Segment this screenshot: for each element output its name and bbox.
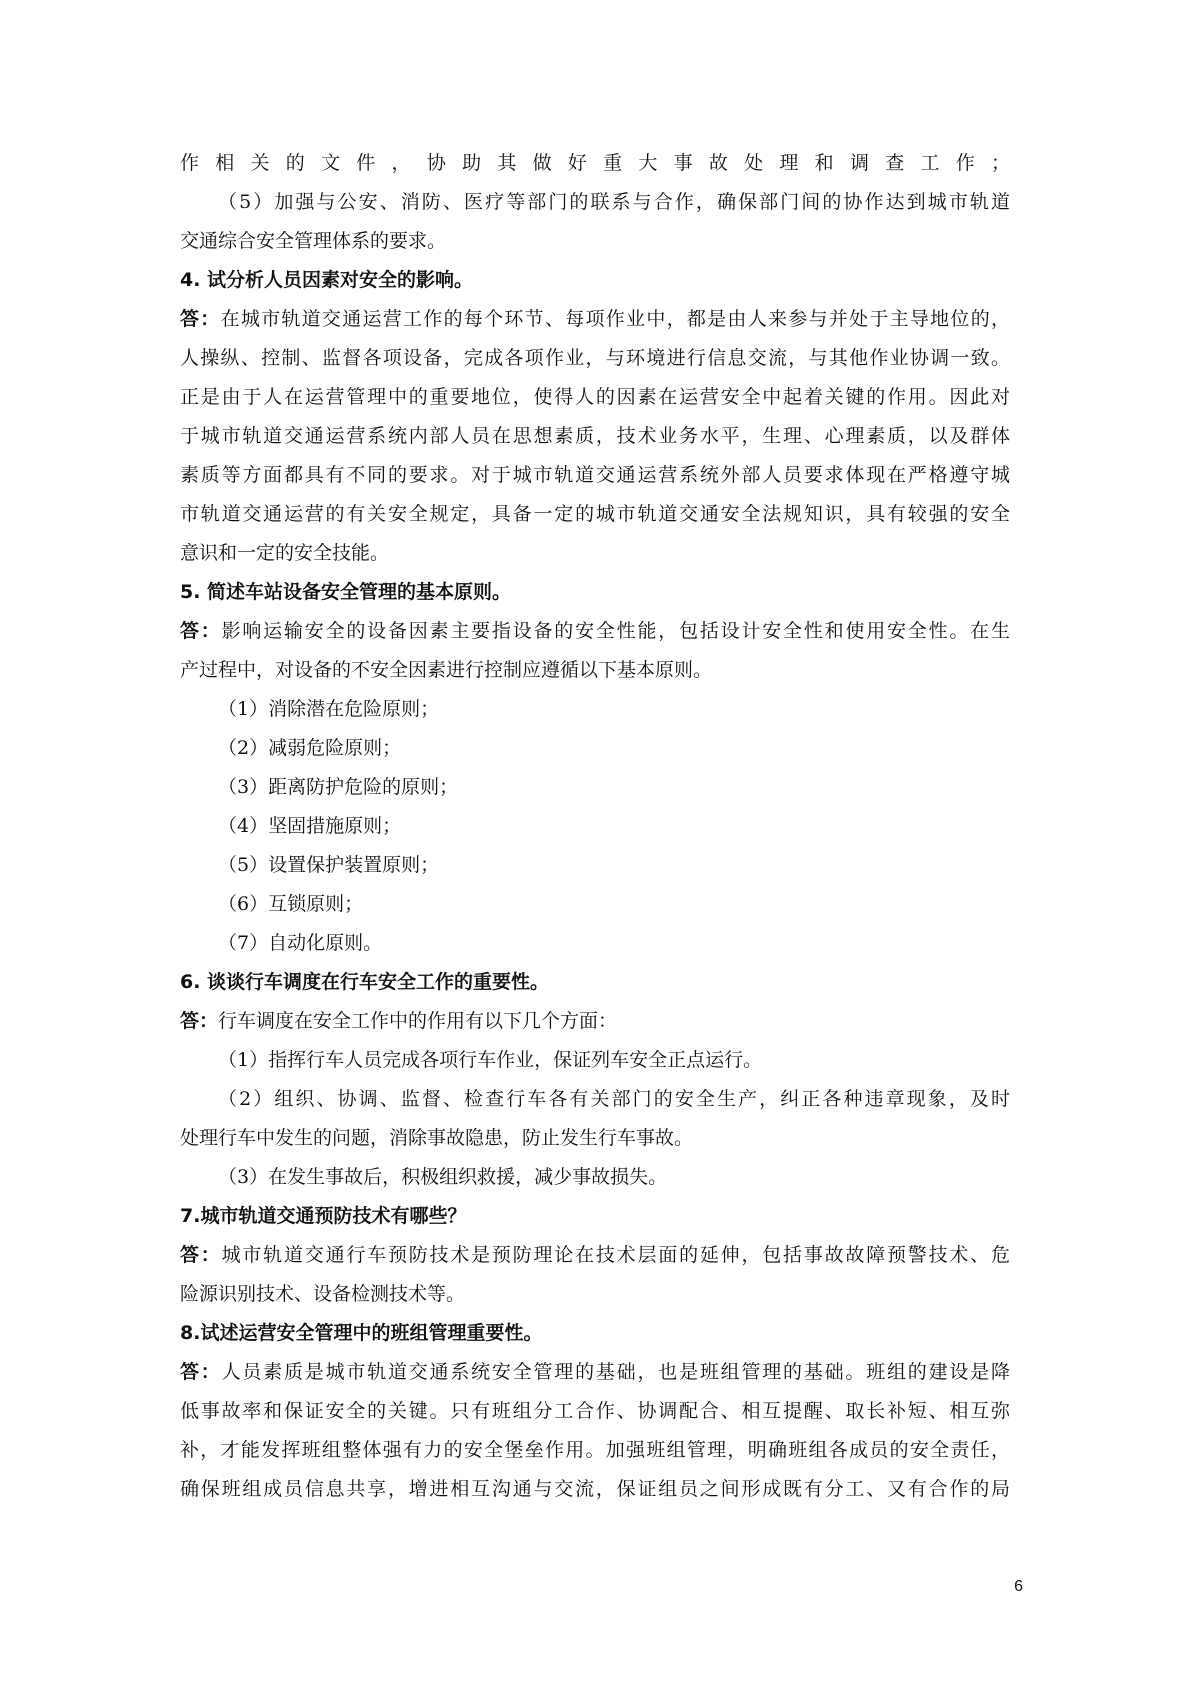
list-item: （7）自动化原则。: [218, 932, 383, 954]
list-item: （6）互锁原则；: [218, 893, 364, 915]
paragraph-line: 人操纵、控制、监督各项设备，完成各项作业，与环境进行信息交流，与其他作业协调一致。: [180, 347, 1010, 369]
answer-line: 答：人员素质是城市轨道交通系统安全管理的基础，也是班组管理的基础。班组的建设是降: [180, 1361, 1010, 1383]
paragraph-line: 产过程中，对设备的不安全因素进行控制应遵循以下基本原则。: [180, 659, 713, 681]
question-heading: 4. 试分析人员因素对安全的影响。: [180, 269, 474, 291]
paragraph-line: 于城市轨道交通运营系统内部人员在思想素质，技术业务水平，生理、心理素质，以及群体: [180, 425, 1010, 447]
list-item: （2）减弱危险原则；: [218, 737, 402, 759]
answer-label: 答：: [180, 620, 222, 642]
page-content: [180, 144, 1010, 1509]
paragraph-line: 低事故率和保证安全的关键。只有班组分工合作、协调配合、相互提醒、取长补短、相互弥: [180, 1400, 1010, 1422]
paragraph-line: 处理行车中发生的问题，消除事故隐患，防止发生行车事故。: [180, 1127, 694, 1149]
list-item: （3）距离防护危险的原则；: [218, 776, 459, 798]
list-item: （5）设置保护装置原则；: [218, 854, 440, 876]
paragraph-line: 市轨道交通运营的有关安全规定，具备一定的城市轨道交通安全法规知识，具有较强的安全: [180, 503, 1010, 525]
question-heading: 5. 简述车站设备安全管理的基本原则。: [180, 581, 512, 603]
list-item: （2）组织、协调、监督、检查行车各有关部门的安全生产，纠正各种违章现象，及时: [218, 1088, 1010, 1110]
page-number: 6: [1014, 1578, 1023, 1595]
answer-label: 答：: [180, 1010, 219, 1032]
answer-line: 答：行车调度在安全工作中的作用有以下几个方面：: [180, 1010, 618, 1032]
paragraph-line: 交通综合安全管理体系的要求。: [180, 230, 447, 252]
answer-line: 答：在城市轨道交通运营工作的每个环节、每项作业中，都是由人来参与并处于主导地位的，: [180, 308, 1010, 330]
question-heading: 6. 谈谈行车调度在行车安全工作的重要性。: [180, 971, 550, 993]
answer-label: 答：: [180, 1244, 222, 1266]
question-heading: 7.城市轨道交通预防技术有哪些？: [180, 1205, 467, 1227]
paragraph-line: 确保班组成员信息共享，增进相互沟通与交流，保证组员之间形成既有分工、又有合作的局: [180, 1478, 1010, 1500]
paragraph-line: 正是由于人在运营管理中的重要地位，使得人的因素在运营安全中起着关键的作用。因此对: [180, 386, 1010, 408]
answer-label: 答：: [180, 308, 221, 330]
list-item: （5）加强与公安、消防、医疗等部门的联系与合作，确保部门间的协作达到城市轨道: [218, 191, 1010, 213]
answer-line: 答：城市轨道交通行车预防技术是预防理论在技术层面的延伸，包括事故故障预警技术、危: [180, 1244, 1010, 1266]
paragraph-line: 意识和一定的安全技能。: [180, 542, 390, 564]
paragraph-line: 作相关的文件，协助其做好重大事故处理和调查工作；: [180, 152, 1010, 174]
question-heading: 8.试述运营安全管理中的班组管理重要性。: [180, 1322, 543, 1344]
paragraph-line: 素质等方面都具有不同的要求。对于城市轨道交通运营系统外部人员要求体现在严格遵守城: [180, 464, 1010, 486]
list-item: （4）坚固措施原则；: [218, 815, 402, 837]
answer-line: 答：影响运输安全的设备因素主要指设备的安全性能，包括设计安全性和使用安全性。在生: [180, 620, 1010, 642]
list-item: （3）在发生事故后，积极组织救援，减少事故损失。: [218, 1166, 668, 1188]
list-item: （1）消除潜在危险原则；: [218, 698, 440, 720]
paragraph-line: 补，才能发挥班组整体强有力的安全堡垒作用。加强班组管理，明确班组各成员的安全责任，: [180, 1439, 1010, 1461]
answer-label: 答：: [180, 1361, 222, 1383]
list-item: （1）指挥行车人员完成各项行车作业，保证列车安全正点运行。: [218, 1049, 763, 1071]
paragraph-line: 险源识别技术、设备检测技术等。: [180, 1283, 466, 1305]
